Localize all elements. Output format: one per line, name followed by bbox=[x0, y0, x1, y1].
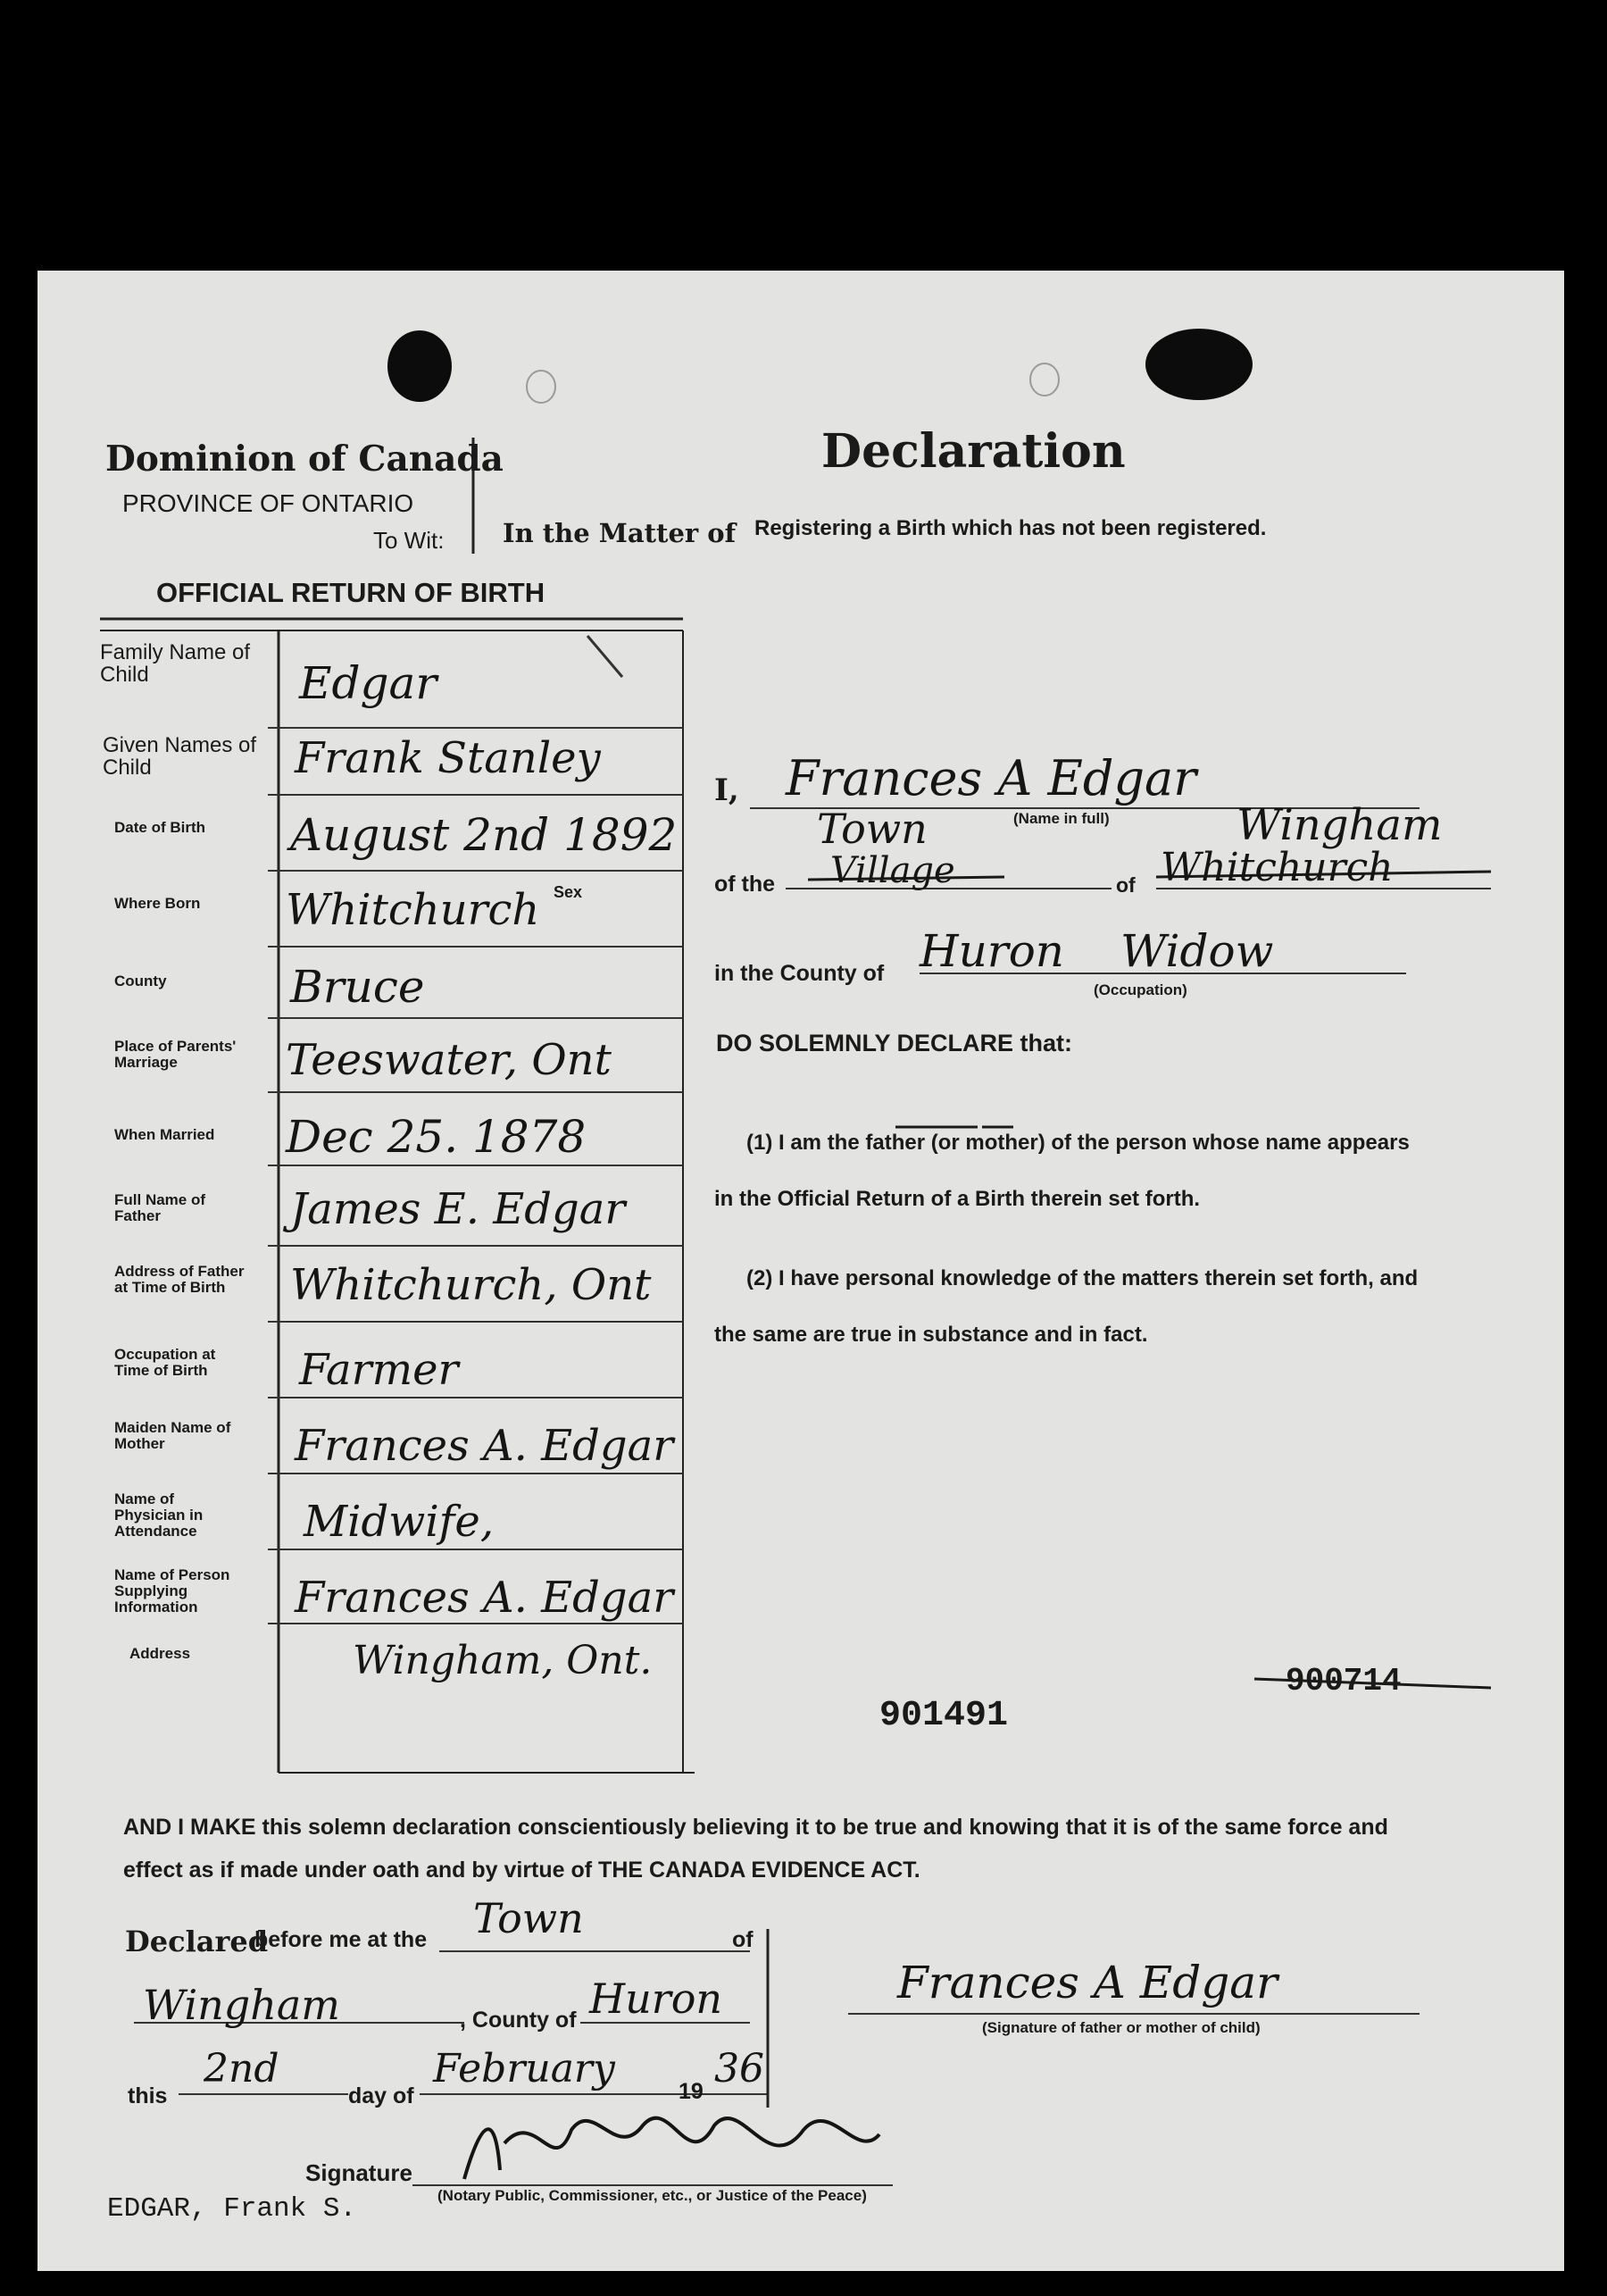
label-date-of-birth: Date of Birth bbox=[114, 819, 205, 836]
value-father-name: James E. Edgar bbox=[290, 1184, 626, 1234]
declared-of-label: of bbox=[732, 1927, 754, 1952]
label-father-address: Address of Father at Time of Birth bbox=[114, 1263, 245, 1296]
value-place-of-marriage: Teeswater, Ont bbox=[286, 1035, 612, 1085]
value-address: Wingham, Ont. bbox=[353, 1638, 653, 1683]
registration-number-struck: 900714 bbox=[1286, 1663, 1402, 1699]
label-family-name: Family Name of Child bbox=[100, 640, 251, 688]
label-where-born: Where Born bbox=[114, 895, 201, 912]
solemnly-declare: DO SOLEMNLY DECLARE that: bbox=[716, 1030, 1073, 1056]
province-heading: PROVINCE OF ONTARIO bbox=[122, 489, 414, 517]
label-physician: Name of Physician in Attendance bbox=[114, 1490, 204, 1540]
in-county-label: in the County of bbox=[714, 961, 885, 986]
index-label: EDGAR, Frank S. bbox=[107, 2193, 357, 2225]
sex-label: Sex bbox=[554, 883, 583, 901]
registration-number: 901491 bbox=[879, 1696, 1009, 1736]
label-father-name: Full Name of Father bbox=[114, 1191, 206, 1224]
value-father-address: Whitchurch, Ont bbox=[290, 1260, 652, 1310]
municipality-type: Town bbox=[817, 805, 928, 853]
municipality-type-struck: Village bbox=[830, 850, 955, 891]
value-county: Bruce bbox=[290, 961, 425, 1013]
value-family-name: Edgar bbox=[299, 657, 437, 709]
value-physician: Midwife, bbox=[304, 1497, 495, 1547]
label-informant: Name of Person Supplying Information bbox=[114, 1566, 230, 1616]
before-me-label: before me at the bbox=[254, 1927, 428, 1952]
to-wit-label: To Wit: bbox=[373, 527, 445, 554]
declarant-signature: Frances A Edgar bbox=[897, 1957, 1278, 2008]
value-when-married: Dec 25. 1878 bbox=[286, 1111, 587, 1163]
value-where-born: Whitchurch bbox=[286, 885, 540, 935]
value-given-names: Frank Stanley bbox=[295, 733, 601, 783]
of-label: of bbox=[1116, 873, 1136, 897]
year-suffix: 36 bbox=[714, 2046, 764, 2091]
clause-2: (2) I have personal knowledge of the matters therein set forth, and the same are true in substance and in fact. bbox=[714, 1266, 1419, 1347]
declared-day: 2nd bbox=[204, 2046, 279, 2091]
label-county: County bbox=[114, 973, 167, 989]
page-title: Declaration bbox=[821, 424, 1126, 479]
clause-1: (1) I am the father (or mother) of the person whose name appears in the Official Return of a Birth therein set forth. bbox=[714, 1131, 1410, 1211]
punch-hole bbox=[1145, 329, 1253, 400]
label-occupation: Occupation at Time of Birth bbox=[114, 1346, 216, 1379]
matter-text: Registering a Birth which has not been registered. bbox=[754, 516, 1267, 540]
matter-lead: In the Matter of bbox=[503, 518, 737, 548]
dominion-heading: Dominion of Canada bbox=[105, 438, 504, 480]
name-caption: (Name in full) bbox=[1013, 810, 1110, 827]
declared-month: February bbox=[433, 2046, 615, 2091]
value-mother-maiden: Frances A. Edgar bbox=[295, 1421, 674, 1471]
closing-statement: AND I MAKE this solemn declaration conscientiously believing it to be true and knowing that it is of the same force and effect as if made under oath and by virtue of THE CANADA EVIDENCE ACT. bbox=[123, 1815, 1388, 1883]
year-prefix: 19 bbox=[679, 2079, 704, 2104]
return-title: OFFICIAL RETURN OF BIRTH bbox=[156, 577, 545, 608]
occupation-caption: (Occupation) bbox=[1094, 981, 1187, 998]
declarant-name: Frances A Edgar bbox=[786, 750, 1197, 806]
municipality-name-struck: Whitchurch bbox=[1161, 845, 1394, 890]
label-given-names: Given Names of Child bbox=[103, 733, 257, 781]
declared-lead: Declared bbox=[125, 1924, 269, 1958]
declaration-occupation: Widow bbox=[1120, 925, 1274, 977]
declared-town: Wingham bbox=[143, 1981, 340, 2029]
label-place-of-marriage: Place of Parents' Marriage bbox=[114, 1038, 237, 1071]
label-address: Address bbox=[129, 1645, 191, 1662]
this-label: this bbox=[128, 2083, 168, 2108]
punch-hole bbox=[387, 330, 452, 402]
signature-caption: (Notary Public, Commissioner, etc., or Justice of the Peace) bbox=[437, 2187, 867, 2204]
value-occupation: Farmer bbox=[299, 1345, 459, 1395]
municipality-name: Wingham bbox=[1236, 800, 1443, 850]
county-of-label: , County of bbox=[460, 2008, 577, 2033]
declared-county: Huron bbox=[589, 1975, 723, 2023]
declaration-county: Huron bbox=[920, 925, 1065, 977]
signature-label: Signature bbox=[305, 2159, 412, 2186]
value-date-of-birth: August 2nd 1892 bbox=[290, 809, 678, 861]
declaration-i: I, bbox=[714, 772, 739, 808]
value-informant: Frances A. Edgar bbox=[295, 1573, 674, 1623]
declared-place-type: Town bbox=[473, 1894, 584, 1942]
of-the-label: of the bbox=[714, 872, 776, 897]
day-of-label: day of bbox=[348, 2083, 414, 2108]
label-when-married: When Married bbox=[114, 1126, 215, 1143]
label-mother-maiden: Maiden Name of Mother bbox=[114, 1419, 231, 1452]
declarant-signature-caption: (Signature of father or mother of child) bbox=[982, 2019, 1261, 2036]
